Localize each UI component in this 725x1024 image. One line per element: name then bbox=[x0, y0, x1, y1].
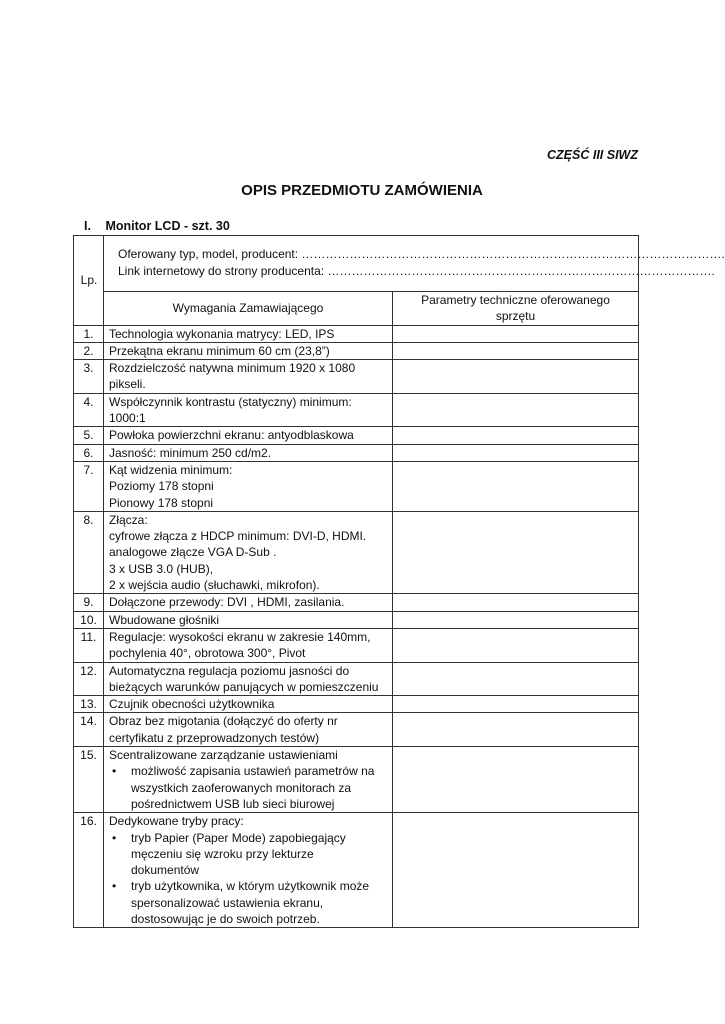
table-row bbox=[74, 747, 639, 813]
bullet-item bbox=[109, 878, 388, 927]
requirement-line: Przekątna ekranu minimum 60 cm (23,8”) bbox=[109, 343, 330, 358]
requirement-cell bbox=[104, 747, 393, 813]
bullet-line: możliwość zapisania ustawień parametrów na bbox=[131, 764, 375, 779]
bullet-line: tryb Papier (Paper Mode) zapobiegający bbox=[131, 830, 346, 845]
requirement-cell bbox=[104, 461, 393, 511]
row-number: 15. bbox=[74, 747, 104, 813]
requirement-line: Wbudowane głośniki bbox=[109, 612, 220, 627]
row-number: 16. bbox=[74, 813, 104, 928]
row-number: 3. bbox=[74, 360, 104, 394]
requirement-cell bbox=[104, 360, 393, 394]
bullet-list bbox=[109, 763, 388, 812]
requirement-line: cyfrowe złącza z HDCP minimum: DVI-D, HDMI. bbox=[109, 529, 367, 544]
requirement-line: 3 x USB 3.0 (HUB), bbox=[109, 561, 214, 576]
parameter-cell bbox=[393, 461, 639, 511]
requirement-cell bbox=[104, 813, 393, 928]
bullet-line: dokumentów bbox=[131, 863, 200, 878]
bullet-icon: • bbox=[112, 764, 117, 779]
requirement-cell bbox=[104, 325, 393, 342]
requirement-line: analogowe złącze VGA D-Sub . bbox=[109, 545, 277, 560]
row-number: 7. bbox=[74, 461, 104, 511]
requirements-column-header: Wymagania Zamawiającego bbox=[104, 292, 393, 326]
requirement-line: Rozdzielczość natywna minimum 1920 x 1080 bbox=[109, 361, 356, 376]
offer-row bbox=[74, 236, 639, 292]
offer-info-cell bbox=[104, 236, 725, 292]
parameter-cell bbox=[393, 594, 639, 611]
parameter-cell bbox=[393, 611, 639, 628]
row-number: 12. bbox=[74, 662, 104, 696]
parameter-cell bbox=[393, 325, 639, 342]
requirement-line: certyfikatu z przeprowadzonych testów) bbox=[109, 730, 320, 745]
requirement-line: Poziomy 178 stopni bbox=[109, 479, 214, 494]
requirement-line: bieżących warunków panujących w pomieszczeniu bbox=[109, 679, 379, 694]
bullet-icon: • bbox=[112, 879, 117, 894]
table-row bbox=[74, 393, 639, 427]
requirement-cell bbox=[104, 611, 393, 628]
bullet-item bbox=[109, 763, 388, 812]
section-number: I. bbox=[84, 219, 91, 233]
requirement-cell bbox=[104, 662, 393, 696]
section-label: Monitor LCD - szt. 30 bbox=[105, 219, 230, 233]
requirements-table bbox=[73, 235, 725, 928]
requirement-line: Technologia wykonania matrycy: LED, IPS bbox=[109, 326, 335, 341]
table-row bbox=[74, 662, 639, 696]
parameter-cell bbox=[393, 360, 639, 394]
requirement-cell bbox=[104, 393, 393, 427]
table-row bbox=[74, 461, 639, 511]
requirement-line: Dedykowane tryby pracy: bbox=[109, 814, 244, 829]
table-row bbox=[74, 813, 639, 928]
parameter-cell bbox=[393, 444, 639, 461]
parameter-cell bbox=[393, 427, 639, 444]
requirement-cell bbox=[104, 427, 393, 444]
table-row bbox=[74, 696, 639, 713]
requirement-cell bbox=[104, 594, 393, 611]
row-number: 13. bbox=[74, 696, 104, 713]
requirement-line: Dołączone przewody: DVI , HDMI, zasilania. bbox=[109, 595, 345, 610]
table-row bbox=[74, 594, 639, 611]
bullet-line: pośrednictwem USB lub sieci biurowej bbox=[131, 796, 335, 811]
table-row bbox=[74, 325, 639, 342]
requirement-line: Pionowy 178 stopni bbox=[109, 495, 214, 510]
requirement-line: Czujnik obecności użytkownika bbox=[109, 697, 275, 712]
requirement-line: Scentralizowane zarządzanie ustawieniami bbox=[109, 748, 338, 763]
lp-header: Lp. bbox=[74, 236, 104, 326]
requirement-line: Powłoka powierzchni ekranu: antyodblaskowa bbox=[109, 428, 354, 443]
bullet-list bbox=[109, 830, 388, 928]
row-number: 4. bbox=[74, 393, 104, 427]
requirement-cell bbox=[104, 342, 393, 359]
row-number: 6. bbox=[74, 444, 104, 461]
row-number: 5. bbox=[74, 427, 104, 444]
row-number: 2. bbox=[74, 342, 104, 359]
bullet-line: wszystkich zaoferowanych monitorach za bbox=[131, 780, 352, 795]
requirement-line: 1000:1 bbox=[109, 411, 146, 426]
table-row bbox=[74, 713, 639, 747]
row-number: 8. bbox=[74, 511, 104, 593]
table-row bbox=[74, 511, 639, 593]
requirement-line: Złącza: bbox=[109, 512, 148, 527]
row-number: 10. bbox=[74, 611, 104, 628]
parameter-cell bbox=[393, 696, 639, 713]
requirement-line: 2 x wejścia audio (słuchawki, mikrofon). bbox=[109, 578, 320, 593]
bullet-item bbox=[109, 830, 388, 879]
requirement-cell bbox=[104, 511, 393, 593]
offer-link-line: Link internetowy do strony producenta: ……………………………………………………………………………………. bbox=[118, 264, 715, 278]
parameter-cell bbox=[393, 662, 639, 696]
parameter-cell bbox=[393, 813, 639, 928]
requirement-cell bbox=[104, 713, 393, 747]
column-header-row bbox=[74, 292, 639, 326]
bullet-icon: • bbox=[112, 830, 117, 845]
requirement-line: pochylenia 40°, obrotowa 300°, Pivot bbox=[109, 646, 306, 661]
table-row bbox=[74, 444, 639, 461]
parameter-cell bbox=[393, 393, 639, 427]
parameter-cell bbox=[393, 511, 639, 593]
bullet-line: męczeniu się wzroku przy lekturze bbox=[131, 846, 314, 861]
table-row bbox=[74, 628, 639, 662]
parameter-cell bbox=[393, 628, 639, 662]
requirement-cell bbox=[104, 444, 393, 461]
table-row bbox=[74, 427, 639, 444]
requirement-line: pikseli. bbox=[109, 377, 146, 392]
parameters-header-line: Parametry techniczne oferowanego bbox=[421, 293, 610, 307]
row-number: 1. bbox=[74, 325, 104, 342]
parameters-column-header bbox=[393, 292, 639, 326]
parameters-header-line: sprzętu bbox=[495, 309, 536, 324]
requirement-line: Jasność: minimum 250 cd/m2. bbox=[109, 445, 272, 460]
requirement-line: Kąt widzenia minimum: bbox=[109, 462, 233, 477]
section-heading bbox=[84, 219, 230, 233]
requirement-cell bbox=[104, 696, 393, 713]
requirement-cell bbox=[104, 628, 393, 662]
bullet-line: spersonalizować ustawienia ekranu, bbox=[131, 895, 324, 910]
parameter-cell bbox=[393, 713, 639, 747]
document-part-label: CZĘŚĆ III SIWZ bbox=[547, 148, 638, 162]
requirement-line: Obraz bez migotania (dołączyć do oferty nr bbox=[109, 714, 338, 729]
bullet-line: tryb użytkownika, w którym użytkownik może bbox=[131, 879, 370, 894]
table-row bbox=[74, 611, 639, 628]
parameter-cell bbox=[393, 747, 639, 813]
table-row bbox=[74, 360, 639, 394]
requirement-line: Automatyczna regulacja poziomu jasności do bbox=[109, 663, 350, 678]
parameter-cell bbox=[393, 342, 639, 359]
table-row bbox=[74, 342, 639, 359]
row-number: 11. bbox=[74, 628, 104, 662]
bullet-line: dostosowując je do swoich potrzeb. bbox=[131, 911, 320, 926]
requirement-line: Regulacje: wysokości ekranu w zakresie 140mm, bbox=[109, 629, 371, 644]
row-number: 14. bbox=[74, 713, 104, 747]
requirement-line: Współczynnik kontrastu (statyczny) minimum: bbox=[109, 394, 352, 409]
row-number: 9. bbox=[74, 594, 104, 611]
offer-model-line: Oferowany typ, model, producent: ……………………………………………………………………………………………. bbox=[118, 247, 725, 261]
document-title: OPIS PRZEDMIOTU ZAMÓWIENIA bbox=[241, 182, 483, 199]
